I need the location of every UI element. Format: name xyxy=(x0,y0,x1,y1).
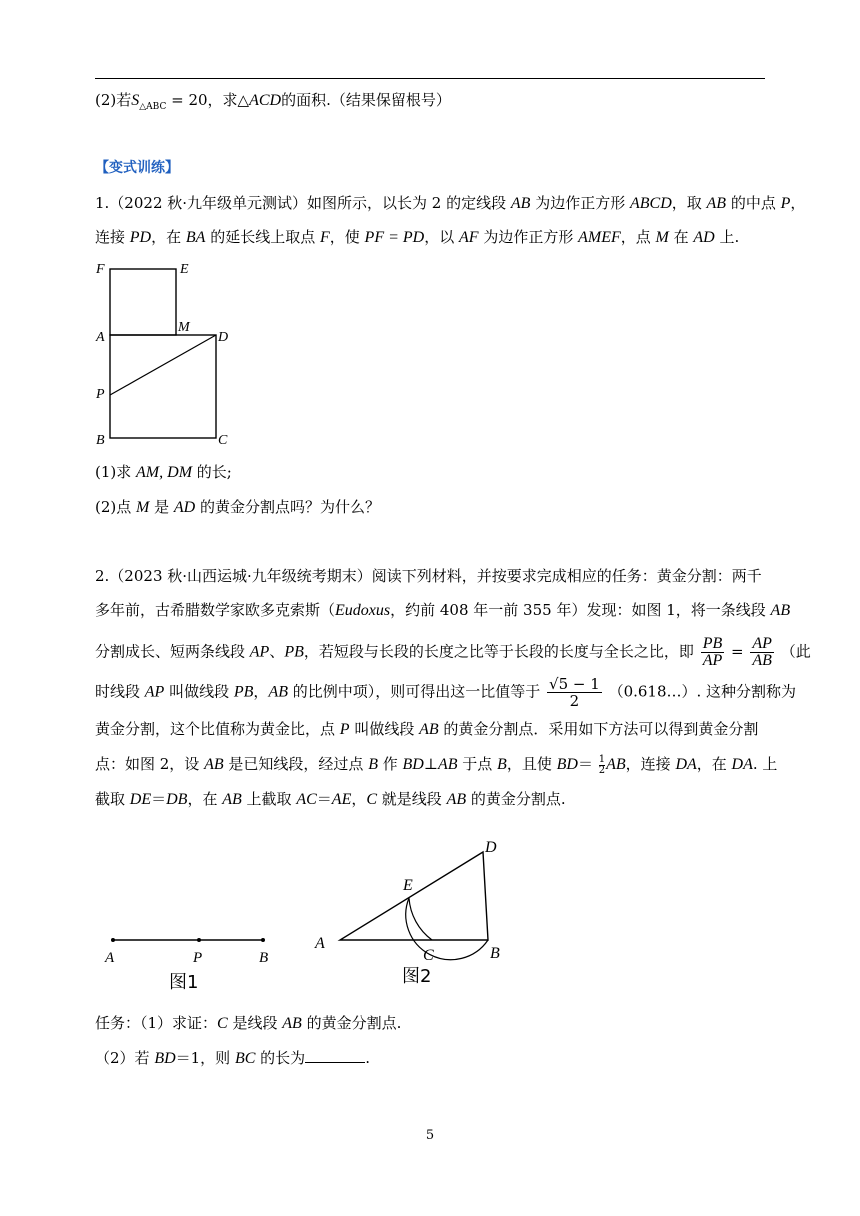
q2-figure-1 xyxy=(95,920,295,995)
q1-line-1: 1.（2022 秋·九年级单元测试）如图所示，以长为 2 的定线段 AB 为边作正方形 ABCD，取 AB 的中点 P， xyxy=(95,194,806,212)
answer-blank[interactable] xyxy=(305,1048,365,1063)
fig1-label-B: B xyxy=(259,950,269,966)
label-E: E xyxy=(180,262,189,277)
prev-question-part2: (2)若$S_{\triangle ABC} = 20$，求△ACD的面积.（结果保留根号） xyxy=(95,91,451,112)
header-rule xyxy=(95,78,765,79)
label-P: P xyxy=(96,387,105,402)
q2-line-4: 时线段 AP 叫做线段 PB，AB 的比例中项），则可得出这一比值等于 $\frac{√5 - 1}{2}$ （0.618…）. 这种分割称为 xyxy=(95,675,797,710)
q2-line-1: 2.（2023 秋·山西运城·九年级统考期末）阅读下列材料，并按要求完成相应的任务：黄金分割：两千 xyxy=(95,567,762,585)
q2-line-3: 分割成长、短两条线段 AP、PB，若短段与长段的长度之比等于长段的长度与全长之比，即 $\frac{PB}{AP}$ = $\frac{AP}{AB}$ （此 xyxy=(95,635,811,669)
q2-task-1: 任务：（1）求证：C 是线段 AB 的黄金分割点. xyxy=(95,1014,402,1032)
label-C: C xyxy=(218,433,228,448)
q1-part1: (1)求 AM, DM 的长; xyxy=(95,463,232,481)
fraction-one-half: $\frac{1}{2}$ xyxy=(598,753,606,776)
q2-task-2: （2）若 BD＝1，则 BC 的长为 . xyxy=(95,1049,370,1067)
q2-line-6: 点：如图 2，设 AB 是已知线段，经过点 B 作 BD⊥AB 于点 B，且使 BD＝ $\frac{1}{2}AB$，连接 DA，在 DA. 上 xyxy=(95,753,778,776)
triangle-ABD xyxy=(340,852,488,940)
label-A: A xyxy=(96,330,105,345)
fig2-label-C: C xyxy=(423,947,434,964)
label-F: F xyxy=(96,262,105,277)
fig2-caption: 图2 xyxy=(402,966,432,987)
q1-figure xyxy=(90,255,250,450)
q2-line-2: 多年前，古希腊数学家欧多克索斯（Eudoxus，约前 408 年一前 355 年）发现：如图 1，将一条线段 AB xyxy=(95,601,791,619)
fraction-AP-AB: $\frac{AP}{AB}$ xyxy=(752,635,772,669)
fig1-label-A: A xyxy=(105,950,115,966)
fig2-label-B: B xyxy=(490,945,500,962)
q2-line-7: 截取 DE＝DB，在 AB 上截取 AC＝AE，C 就是线段 AB 的黄金分割点. xyxy=(95,790,566,808)
q1-part2: (2)点 M 是 AD 的黄金分割点吗？为什么？ xyxy=(95,498,381,516)
label-D: D xyxy=(218,330,229,345)
label-B: B xyxy=(96,433,105,448)
arc-DE xyxy=(406,898,488,960)
point-A xyxy=(111,938,115,942)
fig2-label-A: A xyxy=(315,935,325,952)
section-title: 【变式训练】 xyxy=(95,160,179,176)
segment-PD xyxy=(110,335,216,395)
q1-line-2: 连接 PD，在 BA 的延长线上取点 F，使 PF = PD，以 AF 为边作正方形 AMEF，点 M 在 AD 上. xyxy=(95,228,740,246)
arc-AE xyxy=(409,898,432,940)
q2-figure-2 xyxy=(305,830,535,995)
q2-line-5: 黄金分割，这个比值称为黄金比，点 P 叫做线段 AB 的黄金分割点．采用如下方法可以得到黄金分割 xyxy=(95,720,759,738)
fig2-label-D: D xyxy=(485,839,497,856)
fraction-golden-ratio: $\frac{√5 - 1}{2}$ xyxy=(549,675,600,710)
point-P xyxy=(197,938,201,942)
point-B xyxy=(261,938,265,942)
square-AMEF xyxy=(110,269,176,335)
fig1-label-P: P xyxy=(193,950,203,966)
fig2-label-E: E xyxy=(403,877,413,894)
page-number: 5 xyxy=(425,1128,435,1143)
label-M: M xyxy=(178,320,190,335)
fig1-caption: 图1 xyxy=(169,972,199,993)
fraction-PB-AP: $\frac{PB}{AP}$ xyxy=(702,635,723,669)
